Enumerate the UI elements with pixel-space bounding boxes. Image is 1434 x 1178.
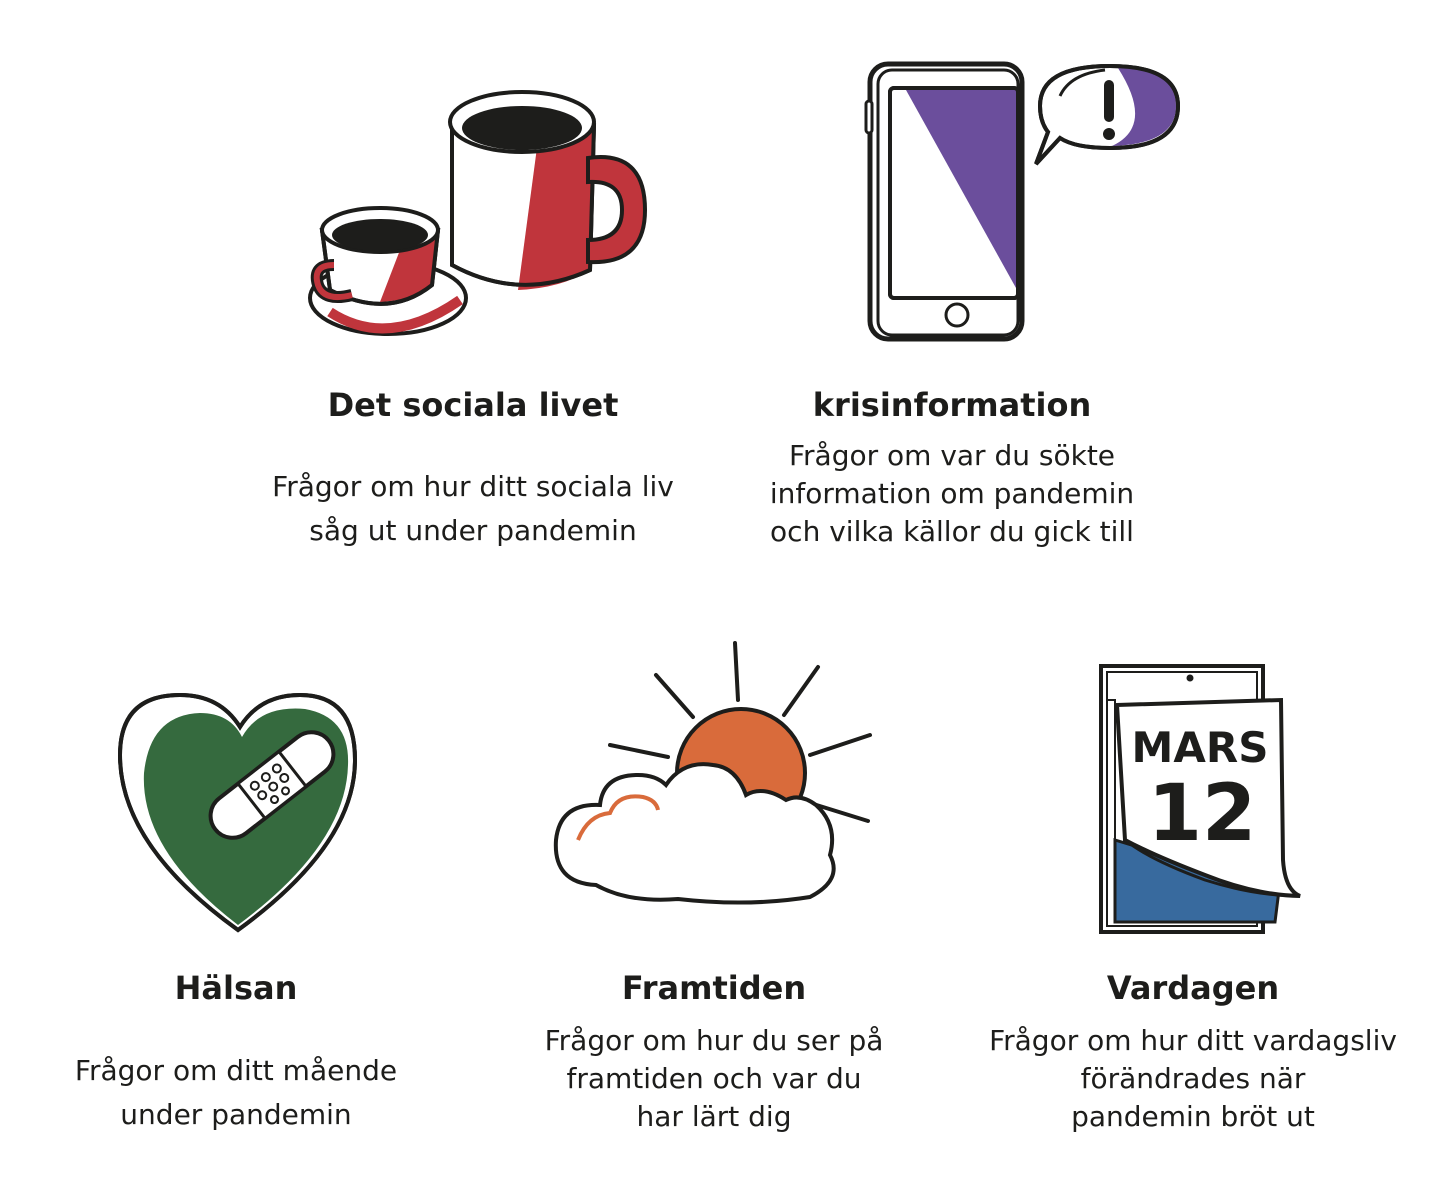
calendar-month: MARS bbox=[1131, 723, 1269, 772]
calendar-day: 12 bbox=[1147, 769, 1257, 859]
calendar-icon bbox=[1095, 660, 1310, 940]
coffee-cups-icon bbox=[300, 80, 660, 350]
card-title-krisinformation: krisinformation bbox=[812, 386, 1092, 424]
description-line: pandemin bröt ut bbox=[1071, 1100, 1315, 1133]
bandaged-heart-icon bbox=[110, 685, 360, 940]
card-title-halsan: Hälsan bbox=[174, 969, 298, 1007]
description-line: har lärt dig bbox=[636, 1100, 792, 1133]
description-line: och vilka källor du gick till bbox=[770, 515, 1134, 548]
card-title-vardagen: Vardagen bbox=[1106, 969, 1280, 1007]
card-description-krisinformation bbox=[770, 437, 1134, 551]
card-description-social bbox=[272, 468, 674, 550]
description-line: Frågor om hur ditt sociala liv bbox=[272, 470, 674, 503]
description-line: förändrades när bbox=[1080, 1062, 1306, 1095]
description-line: under pandemin bbox=[120, 1098, 352, 1131]
description-line: framtiden och var du bbox=[566, 1062, 862, 1095]
card-description-halsan bbox=[75, 1052, 397, 1134]
description-line: Frågor om ditt mående bbox=[74, 1054, 398, 1087]
description-line: Frågor om hur ditt vardagsliv bbox=[989, 1024, 1397, 1057]
sun-cloud-icon bbox=[548, 635, 878, 915]
description-line: Frågor om hur du ser på bbox=[544, 1024, 884, 1057]
card-description-vardagen bbox=[989, 1022, 1397, 1136]
smartphone-alert-icon bbox=[860, 56, 1190, 346]
description-line: såg ut under pandemin bbox=[309, 514, 637, 547]
card-title-social: Det sociala livet bbox=[327, 386, 619, 424]
card-title-framtiden: Framtiden bbox=[621, 969, 807, 1007]
description-line: information om pandemin bbox=[769, 477, 1135, 510]
card-description-framtiden bbox=[545, 1022, 884, 1136]
description-line: Frågor om var du sökte bbox=[788, 439, 1116, 472]
